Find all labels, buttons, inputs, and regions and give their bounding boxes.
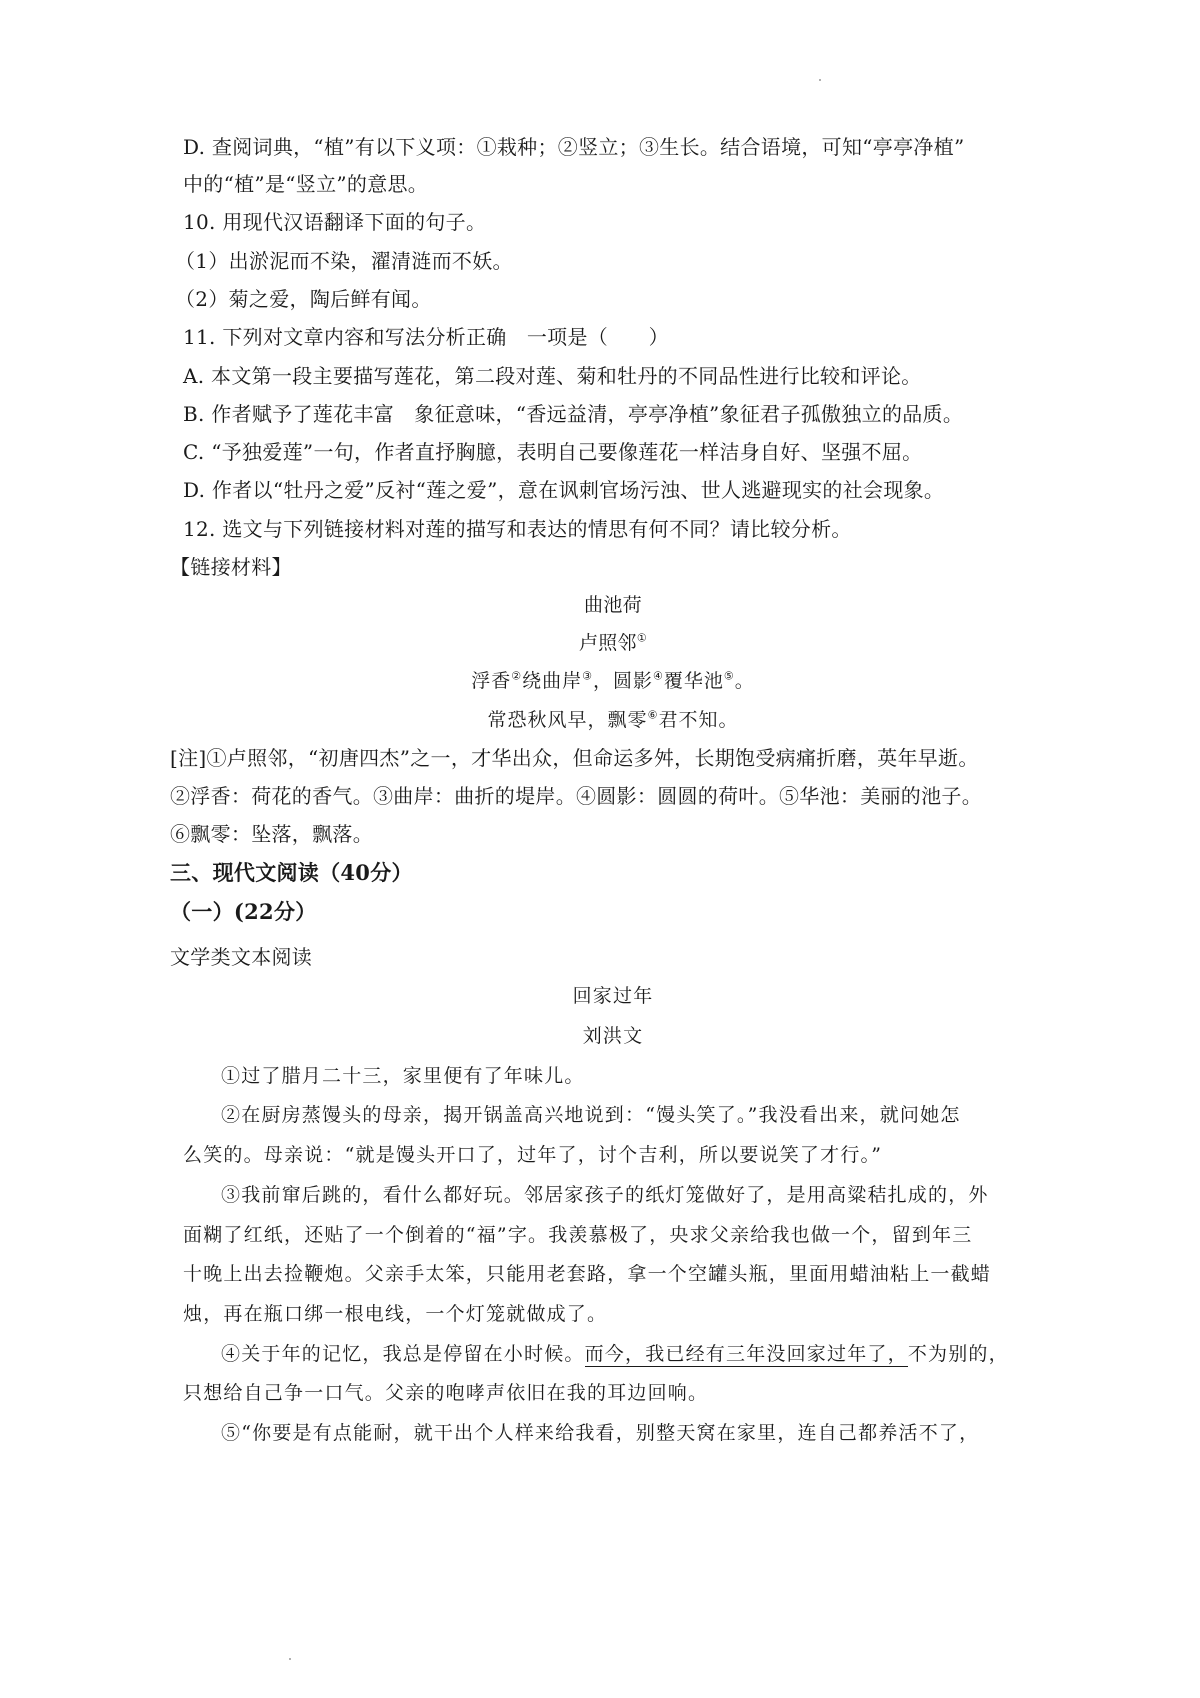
question-12: 12. 选文与下列链接材料对莲的描写和表达的情思有何不同？请比较分析。 <box>183 517 852 541</box>
story-author: 刘洪文 <box>582 1025 644 1047</box>
poem-fragment: 常恐秋风早，飘零 <box>487 709 648 731</box>
question-11: 11. 下列对文章内容和写法分析正确 一项是（ ） <box>183 325 669 349</box>
section-heading: 三、现代文阅读（40分） <box>170 860 413 885</box>
scan-speck <box>289 1658 291 1660</box>
option-d-line-2: 中的“植”是“竖立”的意思。 <box>183 172 429 196</box>
sub-heading: （一）(22分） <box>170 899 317 924</box>
footnote-marker: ⑤ <box>723 669 735 683</box>
footnote-marker: ⑥ <box>647 708 659 722</box>
story-paragraph-4-line-2: 只想给自己争一口气。父亲的咆哮声依旧在我的耳边回响。 <box>183 1382 709 1404</box>
poem-fragment: 。 <box>734 670 755 692</box>
option-d-line-1: D. 查阅词典，“植”有以下义项：①栽种；②竖立；③生长。结合语境，可知“亭亭净植” <box>183 135 965 159</box>
poem-line-2 <box>183 706 1043 734</box>
poem-fragment: 浮香 <box>471 670 512 692</box>
poem-fragment: 君不知。 <box>658 709 739 731</box>
poem-fragment: ，圆影 <box>592 670 653 692</box>
poem-fragment: 覆华池 <box>663 670 724 692</box>
footnote-marker: ③ <box>582 669 593 683</box>
question-11-option-a: A. 本文第一段主要描写莲花，第二段对莲、菊和牡丹的不同品性进行比较和评论。 <box>183 364 922 388</box>
story-paragraph-3-line-1: ③我前窜后跳的，看什么都好玩。邻居家孩子的纸灯笼做好了，是用高粱秸扎成的，外 <box>221 1184 989 1206</box>
question-10: 10. 用现代汉语翻译下面的句子。 <box>183 210 487 234</box>
question-10-item-1: （1）出淤泥而不染，濯清涟而不妖。 <box>175 249 513 273</box>
poem-author <box>183 629 1043 657</box>
story-text: 不为别的， <box>907 1343 1009 1365</box>
reading-type-label: 文学类文本阅读 <box>170 945 313 969</box>
underlined-sentence: 而今，我已经有三年没回家过年了， <box>584 1343 908 1365</box>
story-paragraph-2-line-2: 么笑的。母亲说：“就是馒头开口了，过年了，讨个吉利，所以要说笑了才行。” <box>183 1144 883 1166</box>
question-11-option-c: C. “予独爱莲”一句，作者直抒胸臆，表明自己要像莲花一样洁身自好、坚强不屈。 <box>183 440 923 464</box>
poem-line-1 <box>183 667 1043 695</box>
story-paragraph-3-line-4: 烛，再在瓶口绑一根电线，一个灯笼就做成了。 <box>183 1303 608 1325</box>
poem-title: 曲池荷 <box>584 594 642 616</box>
poem-fragment: 绕曲岸 <box>522 670 583 692</box>
story-paragraph-5-line-1: ⑤“你要是有点能耐，就干出个人样来给我看，别整天窝在家里，连自己都养活不了， <box>221 1422 980 1444</box>
question-11-option-d: D. 作者以“牡丹之爱”反衬“莲之爱”，意在讽刺官场污浊、世人逃避现实的社会现象。 <box>183 478 945 502</box>
story-title: 回家过年 <box>572 985 654 1007</box>
question-10-item-2: （2）菊之爱，陶后鲜有闻。 <box>175 287 432 311</box>
story-paragraph-2-line-1: ②在厨房蒸馒头的母亲，揭开锅盖高兴地说到：“馒头笑了。”我没看出来，就问她怎 <box>221 1104 961 1126</box>
footnote-marker: ① <box>636 631 648 645</box>
footnote-marker: ④ <box>653 669 664 683</box>
story-text: ④关于年的记忆，我总是停留在小时候。 <box>221 1343 585 1365</box>
story-paragraph-3-line-3: 十晚上出去捡鞭炮。父亲手太笨，只能用老套路，拿一个空罐头瓶，里面用蜡油粘上一截蜡 <box>183 1263 992 1285</box>
link-material-label: 【链接材料】 <box>170 555 292 579</box>
story-paragraph-4-line-1 <box>221 1340 1043 1368</box>
scan-speck <box>819 79 821 81</box>
poem-note-3: ⑥飘零：坠落，飘落。 <box>170 822 373 846</box>
story-paragraph-3-line-2: 面糊了红纸，还贴了一个倒着的“福”字。我羡慕极了，央求父亲给我也做一个，留到年三 <box>183 1224 973 1246</box>
poem-note-1: [注]①卢照邻，“初唐四杰”之一，才华出众，但命运多舛，长期饱受病痛折磨，英年早逝。 <box>170 746 979 770</box>
poem-note-2: ②浮香：荷花的香气。③曲岸：曲折的堤岸。④圆影：圆圆的荷叶。⑤华池：美丽的池子。 <box>170 784 982 808</box>
footnote-marker: ② <box>511 669 523 683</box>
question-11-option-b: B. 作者赋予了莲花丰富 象征意味，“香远益清，亭亭净植”象征君子孤傲独立的品质。 <box>183 402 964 426</box>
poem-author-name: 卢照邻 <box>578 632 637 654</box>
story-paragraph-1: ①过了腊月二十三，家里便有了年味儿。 <box>221 1065 585 1087</box>
